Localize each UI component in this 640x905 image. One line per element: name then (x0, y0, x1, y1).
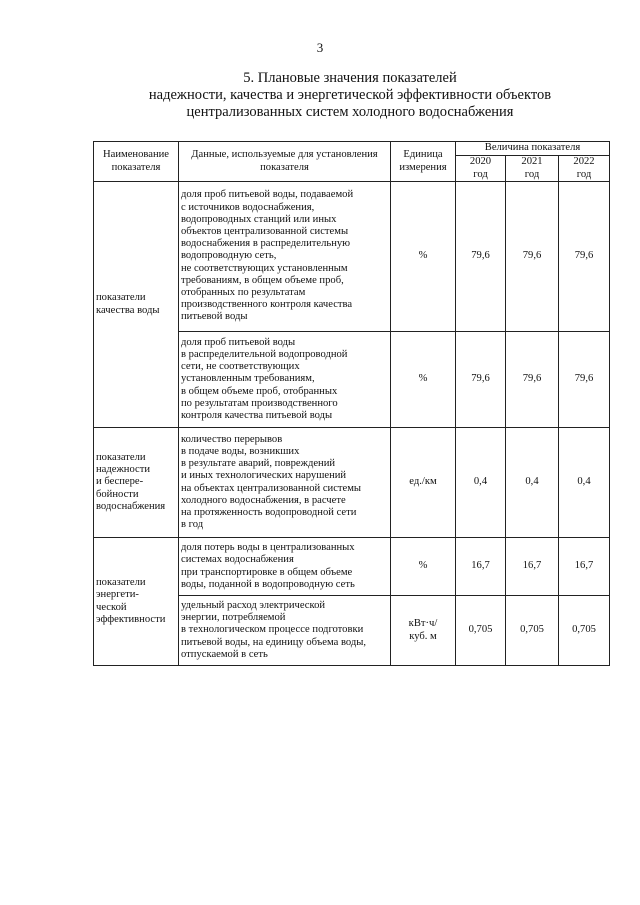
group-name-reliability: показатели надежности и беспере- бойности водоснабжения (94, 428, 179, 538)
row-value-2022: 0,705 (559, 596, 610, 666)
header-name: Наименование показателя (94, 142, 179, 182)
header-data: Данные, используемые для установления показателя (179, 142, 391, 182)
header-unit: Единица измерения (391, 142, 456, 182)
row-value-2020: 79,6 (456, 182, 506, 332)
document-heading (90, 70, 610, 121)
header-year-2022: 2022 год (559, 156, 610, 182)
row-unit: % (391, 182, 456, 332)
group-name-energy: показатели энергети- ческой эффективности (94, 538, 179, 666)
table-row (94, 428, 610, 538)
row-value-2022: 16,7 (559, 538, 610, 596)
row-unit: % (391, 538, 456, 596)
header-year-2020: 2020 год (456, 156, 506, 182)
table-row (94, 182, 610, 332)
heading-line-2: надежности, качества и энергетической эффективности объектов (148, 87, 552, 103)
row-value-2022: 79,6 (559, 182, 610, 332)
row-value-2020: 0,4 (456, 428, 506, 538)
row-description: доля потерь воды в централизованных системах водоснабжения при транспортировке в общем объеме воды, поданной в водопроводную сеть (179, 538, 391, 596)
row-value-2020: 0,705 (456, 596, 506, 666)
row-description: удельный расход электрической энергии, потребляемой в технологическом процессе подготовки питьевой воды, на единицу объема воды, отпускаемой в сеть (179, 596, 391, 666)
indicators-table (93, 141, 610, 666)
group-name-quality: показатели качества воды (94, 182, 179, 428)
row-value-2022: 79,6 (559, 332, 610, 428)
row-value-2022: 0,4 (559, 428, 610, 538)
table-header-row (94, 142, 610, 156)
row-value-2021: 0,705 (506, 596, 559, 666)
row-unit: % (391, 332, 456, 428)
row-value-2020: 79,6 (456, 332, 506, 428)
heading-line-1: 5. Плановые значения показателей (243, 70, 457, 86)
header-year-2021: 2021 год (506, 156, 559, 182)
table-row (94, 538, 610, 596)
row-value-2020: 16,7 (456, 538, 506, 596)
page-number: 3 (316, 40, 324, 55)
header-value: Величина показателя (456, 142, 610, 156)
row-value-2021: 0,4 (506, 428, 559, 538)
row-description: количество перерывов в подаче воды, возникших в результате аварий, повреждений и иных технологических нарушений на объектах централизованной системы холодного водоснабжения, в расчете на протяженность водопроводной сети в год (179, 428, 391, 538)
row-value-2021: 79,6 (506, 182, 559, 332)
row-value-2021: 16,7 (506, 538, 559, 596)
row-description: доля проб питьевой воды в распределительной водопроводной сети, не соответствующих установленным требованиям, в общем объеме проб, отобранных по результатам производственного контроля качества питьевой воды (179, 332, 391, 428)
row-unit: ед./км (391, 428, 456, 538)
row-description: доля проб питьевой воды, подаваемой с источников водоснабжения, водопроводных станций или иных объектов централизованной системы водоснабжения в распределительную водопроводную сеть, не соответствующих установленным требованиям, в общем объеме проб, отобранных по результатам производственного контроля качества питьевой воды (179, 182, 391, 332)
row-value-2021: 79,6 (506, 332, 559, 428)
heading-line-3: централизованных систем холодного водоснабжения (186, 104, 514, 120)
row-unit: кВт·ч/ куб. м (391, 596, 456, 666)
